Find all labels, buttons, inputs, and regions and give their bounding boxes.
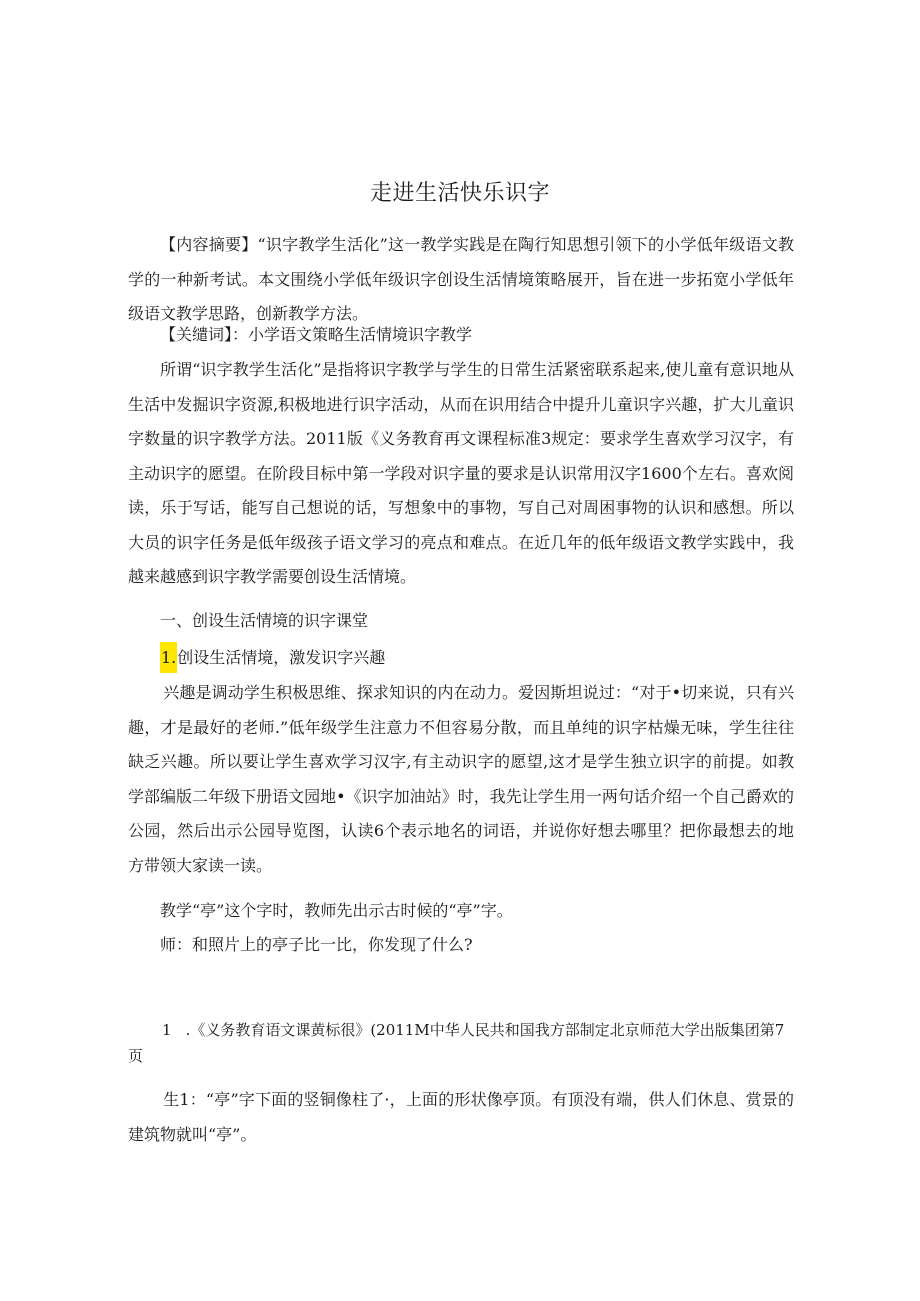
subsection-number-highlight: 1. (160, 642, 177, 673)
teaching-paragraph: 教学“亭”这个字时，教师先出示古时候的“亭”字。 (160, 901, 513, 920)
intro-paragraph: 所谓“识字教学生活化”是指将识字教学与学生的日常生活紧密联系起来,使儿童有意识地从生活中发掘识字资源,积极地进行识字活动，从而在识用结合中提升儿童识字兴趣，扩大儿童识字数量的识字教学方法。2011版《义务教育再文课程标准3规定：要求学生喜欢学习汉字，有主动识字的愿望。在阶段目标中第一学段对识字量的要求是认识常用汉字1600个左右。喜欢阅读，乐于写话，能写自己想说的话，写想象中的事物，写自己对周困事物的认识和感想。所以大员的识字任务是低年级孩子语文学习的亮点和难点。在近几年的低年级语文教学实践中，我越来越感到识字教学需要创设生活情境。 (128, 360, 794, 586)
section-heading: 一、创设生活情境的识字课堂 (160, 611, 369, 630)
student-answer: 生1：“亭”字下面的竖铜像柱了·，上面的形状像亭顶。有顶没有端，供人们休息、赏景的建筑物就叫“亭”。 (128, 1090, 794, 1144)
abstract-paragraph (128, 228, 794, 332)
document-title: 走进生活快乐识字 (369, 181, 550, 206)
footnote-text: .《义务教育语文课黄标很》(2011M中华人民共和国我方部制定北京师范大学出版集团第7页 (128, 1021, 785, 1065)
teacher-question: 师：和照片上的亭子比一比，你发现了什么? (160, 935, 473, 954)
subsection-title: 创设生活情境，激发识字兴趣 (177, 648, 386, 667)
interest-paragraph: 兴趣是调动学生积极思维、探求知识的内在动力。爱因斯坦说过：“对于•切来说，只有兴趣，才是最好的老师.”低年级学生注意力不但容易分散，而且单纯的识字枯燥无味，学生往往缺乏兴趣。所以要让学生喜欢学习汉字,有主动识字的愿望,这才是学生独立识字的前提。如教学部编版二年级下册语文园地•《识字加油站》时，我先让学生用一两句话介绍一个自己爵欢的公园，然后出示公园导览图，认读6个表示地名的词语，并说你好想去哪里？把你最想去的地方带领大家读一读。 (128, 683, 794, 875)
abstract-text: “识字教学生活化”这一教学实践是在陶行知思想引领下的小学低年级语文教学的一种新考试。本文围绕小学低年级识字创设生活情境策略展开，旨在进一步拓宽小学低年级语文教学思路，创新教学方法。 (128, 235, 794, 323)
footnote-number: 1 (162, 1021, 172, 1039)
subsection-heading (160, 641, 385, 675)
abstract-label: 【内容摘要】 (160, 235, 258, 254)
keywords-text: 小学语文策略生活情境识字教学 (248, 325, 473, 344)
keywords-paragraph (128, 318, 794, 353)
keywords-label: 【关缱词】： (160, 325, 249, 344)
footnote (128, 1017, 794, 1069)
